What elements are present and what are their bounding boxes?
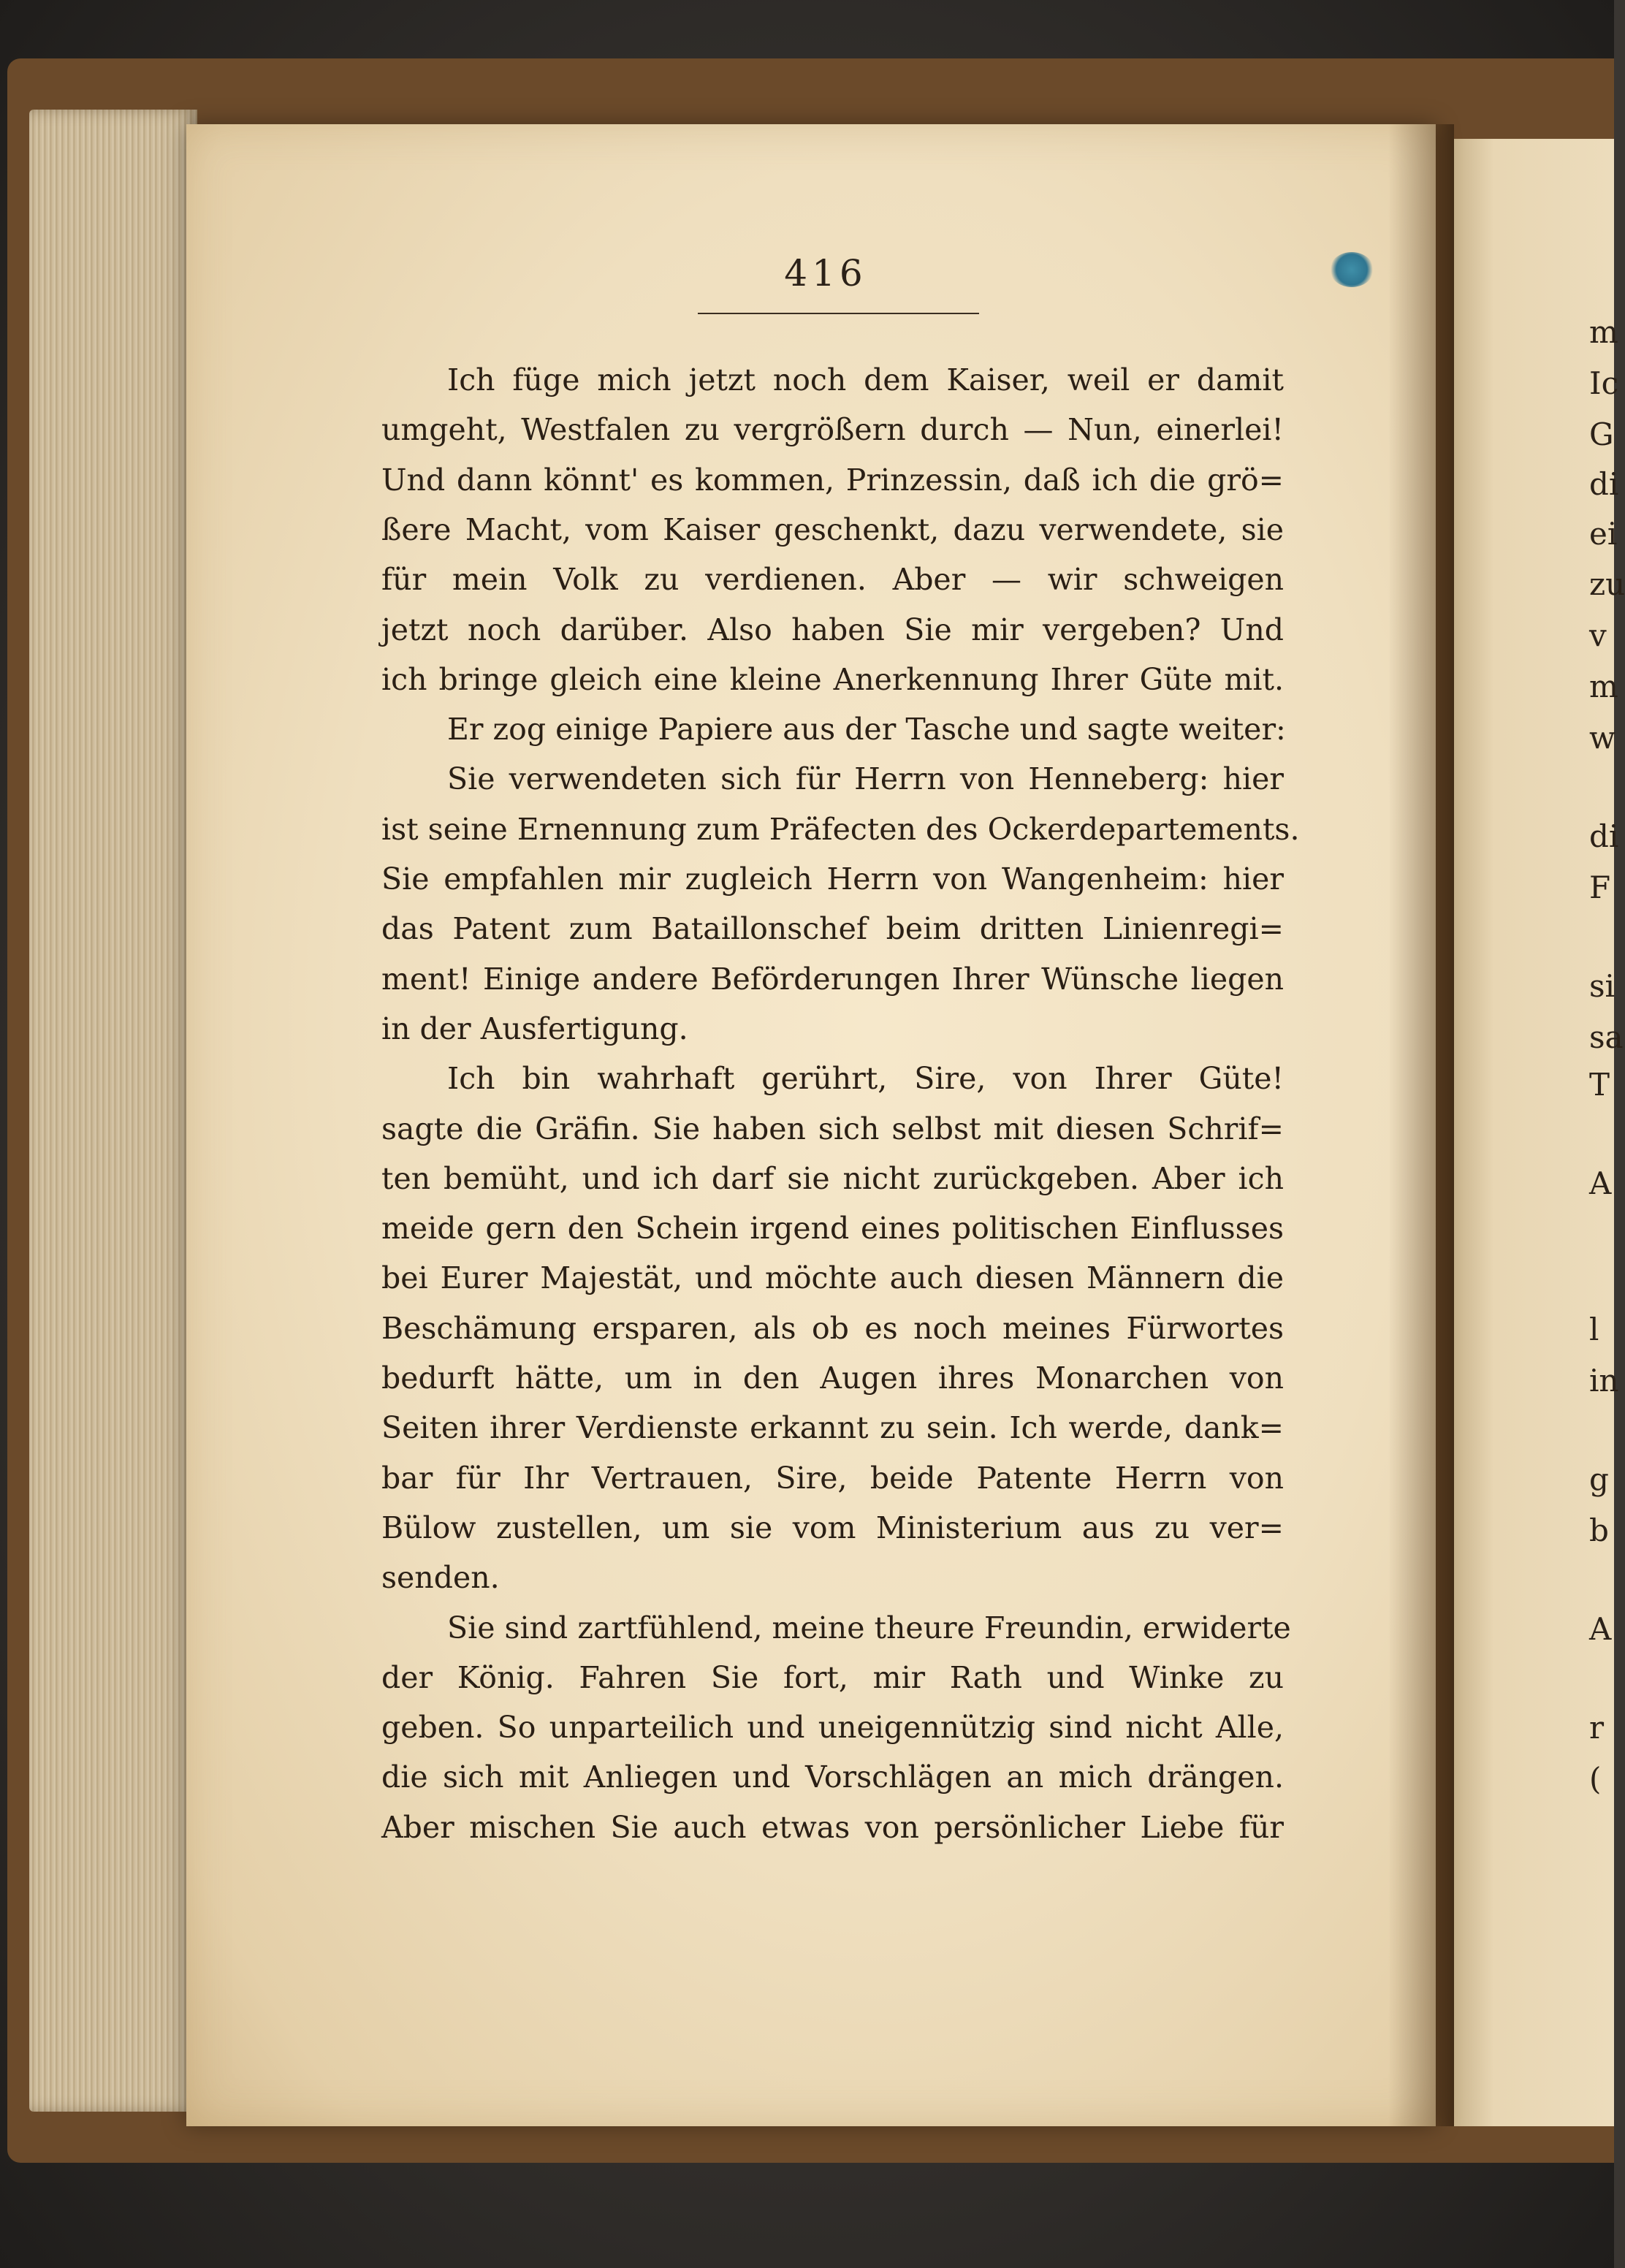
text-line: Ich füge mich jetzt noch dem Kaiser, weil er damit: [447, 362, 1284, 397]
text-line: umgeht, Westfalen zu vergrößern durch — Nun, einerlei!: [381, 412, 1284, 447]
text-line: ten bemüht, und ich darf sie nicht zurückgeben. Aber ich: [381, 1161, 1284, 1196]
right-page-fragment: di: [1589, 818, 1619, 854]
text-line: ich bringe gleich eine kleine Anerkennung Ihrer Güte mit.: [381, 662, 1284, 697]
right-page-fragment: in: [1589, 1363, 1619, 1399]
text-line: bar für Ihr Vertrauen, Sire, beide Patente Herrn von: [381, 1461, 1284, 1496]
right-page-fragment: sa: [1589, 1019, 1624, 1055]
right-page-fragment: Ic: [1589, 365, 1619, 401]
text-line: Sie verwendeten sich für Herrn von Henneberg: hier: [447, 761, 1284, 796]
text-line: der König. Fahren Sie fort, mir Rath und Winke zu: [381, 1660, 1284, 1695]
text-line: die sich mit Anliegen und Vorschlägen an mich drängen.: [381, 1759, 1284, 1795]
page-number: 416: [784, 252, 867, 294]
text-line: bei Eurer Majestät, und möchte auch diesen Männern die: [381, 1260, 1284, 1295]
text-line: Bülow zustellen, um sie vom Ministerium aus zu ver=: [381, 1510, 1284, 1545]
right-page-fragment: m: [1589, 669, 1618, 704]
text-line: für mein Volk zu verdienen. Aber — wir schweigen: [381, 562, 1284, 597]
text-line: geben. So unparteilich und uneigennützig sind nicht Alle,: [381, 1710, 1284, 1745]
text-line: in der Ausfertigung.: [381, 1011, 688, 1046]
header-rule: [698, 313, 979, 314]
text-line: senden.: [381, 1560, 500, 1595]
text-line: das Patent zum Bataillonschef beim dritten Linienregi=: [381, 911, 1284, 946]
text-line: Ich bin wahrhaft gerührt, Sire, von Ihrer Güte!: [447, 1061, 1284, 1096]
text-line: meide gern den Schein irgend eines politischen Einflusses: [381, 1211, 1284, 1246]
right-page-fragment: G: [1589, 416, 1614, 452]
text-line: Sie empfahlen mir zugleich Herrn von Wangenheim: hier: [381, 861, 1284, 897]
right-page-fragment: zu: [1589, 566, 1625, 602]
book-gutter-shadow: [1388, 124, 1454, 2126]
right-page-fragment: m: [1589, 314, 1618, 350]
text-line: Er zog einige Papiere aus der Tasche und sagte weiter:: [447, 712, 1286, 747]
text-line: Seiten ihrer Verdienste erkannt zu sein. Ich werde, dank=: [381, 1410, 1284, 1445]
right-page-fragment: l: [1589, 1312, 1599, 1347]
page-stack-edges: [29, 110, 197, 2112]
text-line: Sie sind zartfühlend, meine theure Freundin, erwiderte: [447, 1610, 1291, 1645]
right-page-fragment: g: [1589, 1461, 1609, 1497]
ink-blot: [1330, 252, 1374, 287]
text-line: ment! Einige andere Beförderungen Ihrer Wünsche liegen: [381, 962, 1284, 997]
text-line: Und dann könnt' es kommen, Prinzessin, daß ich die grö=: [381, 463, 1284, 498]
right-page-fragment: A: [1589, 1165, 1612, 1201]
right-page-fragment: (: [1589, 1761, 1602, 1797]
right-page-fragment: di: [1589, 466, 1619, 502]
right-page-fragment: r: [1589, 1710, 1605, 1746]
right-page-fragment: b: [1589, 1512, 1609, 1548]
right-page-fragment: F: [1589, 869, 1611, 905]
text-line: Aber mischen Sie auch etwas von persönlicher Liebe für: [381, 1810, 1284, 1845]
right-page-fragment: T: [1589, 1067, 1610, 1103]
right-page-fragment: ei: [1589, 516, 1618, 552]
right-page-fragment: w: [1589, 720, 1616, 756]
text-line: bedurft hätte, um in den Augen ihres Monarchen von: [381, 1361, 1284, 1396]
text-line: ist seine Ernennung zum Präfecten des Ockerdepartements.: [381, 812, 1300, 847]
right-page-fragment: v: [1589, 617, 1607, 653]
text-line: sagte die Gräfin. Sie haben sich selbst mit diesen Schrif=: [381, 1111, 1284, 1146]
text-line: ßere Macht, vom Kaiser geschenkt, dazu verwendete, sie: [381, 512, 1284, 547]
right-page-fragment: si: [1589, 968, 1615, 1004]
text-line: jetzt noch darüber. Also haben Sie mir vergeben? Und: [381, 612, 1284, 647]
text-line: Beschämung ersparen, als ob es noch meines Fürwortes: [381, 1311, 1284, 1346]
right-page-fragment: A: [1589, 1611, 1612, 1647]
